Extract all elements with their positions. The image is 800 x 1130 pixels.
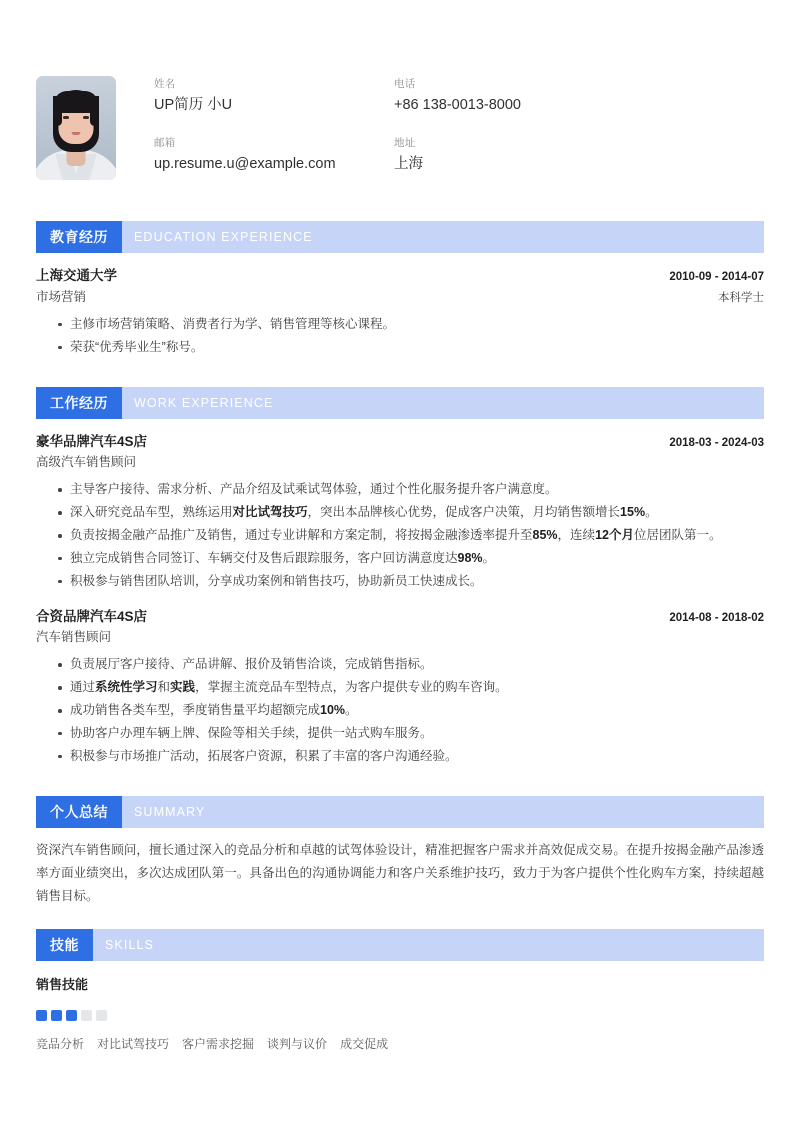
- list-item: 主导客户接待、需求分析、产品介绍及试乘试驾体验，通过个性化服务提升客户满意度。: [58, 479, 764, 501]
- list-item: 通过系统性学习和实践，掌握主流竞品车型特点，为客户提供专业的购车咨询。: [58, 677, 764, 699]
- portrait-eye-left: [63, 116, 69, 119]
- spacer: [36, 908, 764, 929]
- portrait-photo: [36, 76, 116, 180]
- section-title-cn-work: 工作经历: [36, 387, 122, 419]
- job-title: 汽车销售顾问: [36, 630, 112, 645]
- portrait-hair-side-right: [90, 96, 99, 126]
- work-bullets: [36, 654, 764, 767]
- skill-tag: 对比试驾技巧: [97, 1036, 170, 1051]
- school-name: 上海交通大学: [36, 268, 117, 283]
- section-work: [36, 387, 764, 768]
- skill-tag: 竞品分析: [36, 1036, 85, 1051]
- section-header-work: [36, 387, 764, 419]
- full-name-value: UP简历 小U: [154, 96, 233, 113]
- education-date-range: 2010-09 - 2014-07: [669, 271, 764, 283]
- section-title-en-work: WORK EXPERIENCE: [134, 395, 274, 410]
- company-name: 豪华品牌汽车4S店: [36, 433, 148, 449]
- phone-label: 电话: [394, 78, 416, 90]
- email-label: 邮箱: [154, 137, 176, 150]
- section-title-cn-skills: 技能: [36, 929, 93, 961]
- list-item: 协助客户办理车辆上牌、保险等相关手续，提供一站式购车服务。: [58, 723, 764, 745]
- skill-tag: 成交促成: [340, 1036, 389, 1051]
- summary-body: 资深汽车销售顾问，擅长通过深入的竞品分析和卓越的试驾体验设计，精准把握客户需求并高效促成交易。在提升按揭金融产品渗透率方面业绩突出，多次达成团队第一。具备出色的沟通协调能力和客户关系维护技巧，致力于为客户提供个性化购车方案，持续超越销售目标。: [36, 842, 764, 903]
- spacer: [36, 769, 764, 796]
- rating-square-filled: [36, 1010, 47, 1021]
- work-date-range: 2018-03 - 2024-03: [669, 436, 764, 449]
- list-item: 主修市场营销策略、消费者行为学、销售管理等核心课程。: [58, 314, 764, 336]
- rating-square-empty: [81, 1010, 92, 1021]
- spacer: [36, 360, 764, 387]
- section-education: [36, 221, 764, 359]
- list-item: 深入研究竞品车型，熟练运用对比试驾技巧，突出本品牌核心优势，促成客户决策，月均销售额增长15%。: [58, 502, 764, 524]
- work-entry-sub-row: [36, 627, 764, 647]
- location-value: 上海: [394, 155, 423, 172]
- phone-value: +86 138-0013-8000: [394, 96, 521, 113]
- contact-field-email: [154, 137, 394, 174]
- work-bullets: [36, 479, 764, 592]
- work-entry: [36, 419, 764, 593]
- rating-square-filled: [51, 1010, 62, 1021]
- spacer: [36, 194, 764, 221]
- contact-field-location: [394, 137, 764, 174]
- contact-field-phone: [394, 78, 764, 115]
- section-title-en-summary: SUMMARY: [134, 804, 206, 819]
- education-entry-title-row: [36, 265, 764, 287]
- resume-header: [36, 0, 764, 194]
- section-header-skills: [36, 929, 764, 961]
- section-header-education: [36, 221, 764, 253]
- list-item: 荣获“优秀毕业生”称号。: [58, 337, 764, 359]
- skill-tag: 客户需求挖掘: [182, 1036, 255, 1051]
- job-title: 高级汽车销售顾问: [36, 455, 137, 470]
- portrait-eye-right: [83, 116, 89, 119]
- work-entry-title-row: [36, 606, 764, 628]
- section-summary: [36, 796, 764, 908]
- contact-info: [154, 76, 764, 174]
- email-value: up.resume.u@example.com: [154, 155, 336, 172]
- skill-group: [36, 961, 764, 1054]
- major: 市场营销: [36, 289, 87, 304]
- location-label: 地址: [394, 137, 416, 150]
- skill-group-name: 销售技能: [36, 977, 89, 993]
- section-title-cn-education: 教育经历: [36, 221, 122, 253]
- skill-rating: [36, 1010, 764, 1021]
- list-item: 负责展厅客户接待、产品讲解、报价及销售洽谈，完成销售指标。: [58, 654, 764, 676]
- section-title-en-education: EDUCATION EXPERIENCE: [134, 230, 313, 244]
- section-skills: [36, 929, 764, 1054]
- avatar: [36, 76, 116, 180]
- work-entry-title-row: [36, 431, 764, 453]
- list-item: 独立完成销售合同签订、车辆交付及售后跟踪服务，客户回访满意度达98%。: [58, 548, 764, 570]
- list-item: 成功销售各类车型，季度销售量平均超额完成10%。: [58, 700, 764, 722]
- company-name: 合资品牌汽车4S店: [36, 608, 148, 624]
- rating-square-filled: [66, 1010, 77, 1021]
- section-title-cn-summary: 个人总结: [36, 796, 122, 828]
- skill-tags: [36, 1034, 764, 1054]
- education-entry: [36, 253, 764, 359]
- contact-field-full-name: [154, 78, 394, 115]
- portrait-hair-side-left: [53, 96, 62, 126]
- list-item: 积极参与市场推广活动，拓展客户资源，积累了丰富的客户沟通经验。: [58, 746, 764, 768]
- section-header-summary: [36, 796, 764, 828]
- rating-square-empty: [96, 1010, 107, 1021]
- work-date-range: 2014-08 - 2018-02: [669, 611, 764, 624]
- education-bullets: [36, 314, 764, 359]
- degree: 本科学士: [718, 291, 764, 304]
- list-item: 积极参与销售团队培训，分享成功案例和销售技巧，协助新员工快速成长。: [58, 571, 764, 593]
- education-entry-sub-row: [36, 287, 764, 307]
- work-entry: [36, 594, 764, 768]
- section-title-en-skills: SKILLS: [105, 938, 154, 953]
- skill-tag: 谈判与议价: [267, 1036, 328, 1051]
- work-entry-sub-row: [36, 452, 764, 472]
- list-item: 负责按揭金融产品推广及销售，通过专业讲解和方案定制，将按揭金融渗透率提升至85%，连续12个月位居团队第一。: [58, 525, 764, 547]
- full-name-label: 姓名: [154, 78, 176, 90]
